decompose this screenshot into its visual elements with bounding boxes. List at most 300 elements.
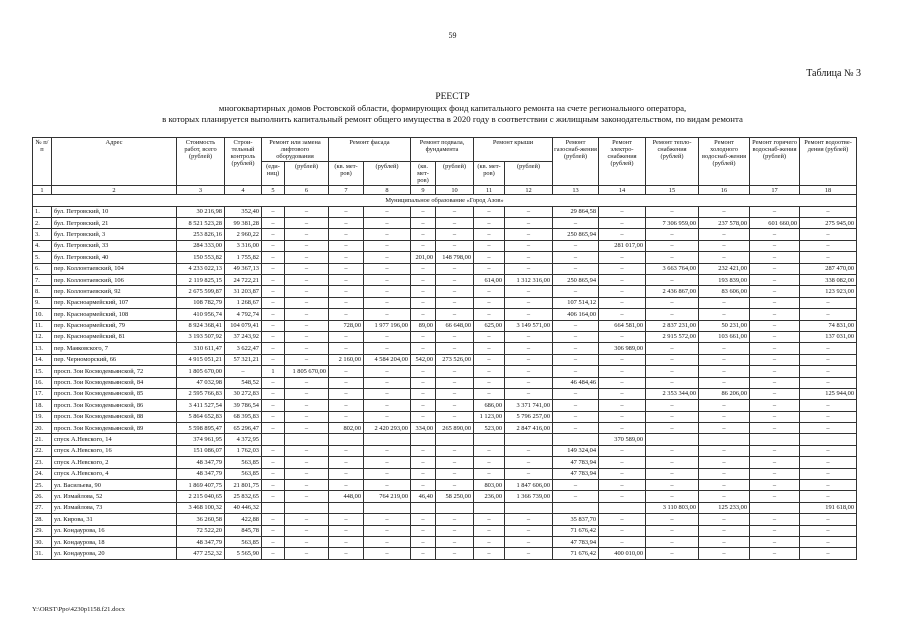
value-cell: 89,00 — [411, 320, 436, 331]
value-cell: – — [553, 331, 599, 342]
value-cell: – — [262, 525, 285, 536]
value-cell: 563,85 — [225, 457, 262, 468]
value-cell: – — [474, 514, 505, 525]
value-cell: – — [474, 229, 505, 240]
value-cell: – — [262, 286, 285, 297]
value-cell: – — [599, 229, 646, 240]
value-cell: – — [262, 229, 285, 240]
value-cell: – — [285, 423, 329, 434]
value-cell: 338 082,00 — [800, 275, 857, 286]
row-number: 27. — [33, 502, 52, 513]
header-cold-water: Ремонт холодного водоснаб-жения (рублей) — [699, 138, 750, 186]
value-cell: – — [699, 354, 750, 365]
registry-table — [32, 137, 857, 560]
value-cell: 4 792,74 — [225, 309, 262, 320]
value-cell: – — [800, 297, 857, 308]
table-row — [33, 514, 857, 525]
value-cell: 1 755,82 — [225, 252, 262, 263]
value-cell: 31 203,87 — [225, 286, 262, 297]
value-cell: 764 219,00 — [364, 491, 411, 502]
value-cell: – — [646, 275, 699, 286]
value-cell: – — [699, 491, 750, 502]
address-cell: бул. Петровский, 21 — [52, 218, 177, 229]
column-number: 1 — [33, 186, 52, 195]
value-cell: – — [699, 229, 750, 240]
header-heat: Ремонт тепло-снабжения (рублей) — [646, 138, 699, 186]
value-cell — [329, 434, 364, 445]
value-cell: – — [436, 548, 474, 559]
value-cell: – — [411, 445, 436, 456]
header-num: № п/п — [33, 138, 52, 186]
value-cell: – — [329, 218, 364, 229]
value-cell — [505, 502, 553, 513]
table-row — [33, 297, 857, 308]
table-row — [33, 229, 857, 240]
value-cell: 253 826,16 — [177, 229, 225, 240]
value-cell — [474, 502, 505, 513]
table-row — [33, 388, 857, 399]
header-control: Строи-тельный контроль (рублей) — [225, 138, 262, 186]
address-cell: пер. Красноармейский, 81 — [52, 331, 177, 342]
value-cell: – — [505, 229, 553, 240]
header-basement-sqm: (кв. мет-ров) — [411, 162, 436, 186]
row-number: 8. — [33, 286, 52, 297]
header-lift-units: (еди-ниц) — [262, 162, 285, 186]
value-cell: 237 578,00 — [699, 218, 750, 229]
value-cell: – — [285, 400, 329, 411]
value-cell: – — [262, 331, 285, 342]
value-cell: 71 676,42 — [553, 548, 599, 559]
value-cell: 108 782,79 — [177, 297, 225, 308]
value-cell — [262, 434, 285, 445]
value-cell: – — [285, 537, 329, 548]
value-cell: – — [329, 263, 364, 274]
value-cell — [699, 434, 750, 445]
value-cell: – — [646, 514, 699, 525]
value-cell: – — [750, 354, 800, 365]
address-cell: бул. Петровский, 3 — [52, 229, 177, 240]
value-cell: – — [599, 388, 646, 399]
row-number: 30. — [33, 537, 52, 548]
value-cell: – — [474, 206, 505, 217]
row-number: 29. — [33, 525, 52, 536]
value-cell: – — [285, 275, 329, 286]
value-cell: – — [599, 457, 646, 468]
value-cell: – — [411, 263, 436, 274]
value-cell: 30 216,98 — [177, 206, 225, 217]
value-cell: 151 086,07 — [177, 445, 225, 456]
value-cell: 2 119 825,15 — [177, 275, 225, 286]
value-cell: 8 521 523,28 — [177, 218, 225, 229]
value-cell: 24 722,21 — [225, 275, 262, 286]
value-cell: – — [411, 480, 436, 491]
value-cell: 47 783,94 — [553, 468, 599, 479]
value-cell: – — [329, 366, 364, 377]
value-cell — [364, 502, 411, 513]
address-cell: спуск А.Невского, 2 — [52, 457, 177, 468]
value-cell: – — [750, 240, 800, 251]
address-cell: пер. Красноармейский, 79 — [52, 320, 177, 331]
value-cell: – — [285, 377, 329, 388]
address-cell: пер. Коллонтаевский, 92 — [52, 286, 177, 297]
value-cell: – — [411, 411, 436, 422]
value-cell: – — [474, 343, 505, 354]
value-cell: 30 272,83 — [225, 388, 262, 399]
column-number: 16 — [699, 186, 750, 195]
column-number: 15 — [646, 186, 699, 195]
value-cell: – — [505, 331, 553, 342]
value-cell: – — [750, 445, 800, 456]
header-hot-water: Ремонт горячего водоснаб-жения (рублей) — [750, 138, 800, 186]
value-cell: – — [750, 537, 800, 548]
value-cell: – — [436, 457, 474, 468]
value-cell: – — [800, 445, 857, 456]
value-cell: – — [553, 218, 599, 229]
address-cell: просп. Зои Космодемьянской, 88 — [52, 411, 177, 422]
value-cell — [285, 434, 329, 445]
row-number: 18. — [33, 400, 52, 411]
value-cell: – — [474, 525, 505, 536]
value-cell: 3 193 507,92 — [177, 331, 225, 342]
value-cell: 802,00 — [329, 423, 364, 434]
value-cell: – — [699, 445, 750, 456]
value-cell — [436, 434, 474, 445]
value-cell: – — [750, 457, 800, 468]
value-cell: – — [646, 252, 699, 263]
column-number: 18 — [800, 186, 857, 195]
address-cell: пер. Красноармейский, 107 — [52, 297, 177, 308]
header-roof-sqm: (кв. мет-ров) — [474, 162, 505, 186]
value-cell: 83 606,00 — [699, 286, 750, 297]
value-cell: 2 837 231,00 — [646, 320, 699, 331]
value-cell: – — [699, 468, 750, 479]
value-cell: – — [553, 423, 599, 434]
value-cell: – — [474, 240, 505, 251]
value-cell: – — [505, 537, 553, 548]
value-cell: – — [285, 320, 329, 331]
value-cell: – — [505, 206, 553, 217]
value-cell: – — [699, 537, 750, 548]
value-cell: 47 783,94 — [553, 537, 599, 548]
value-cell: – — [750, 411, 800, 422]
value-cell: – — [505, 468, 553, 479]
value-cell: – — [411, 468, 436, 479]
value-cell: 49 367,13 — [225, 263, 262, 274]
value-cell: – — [474, 309, 505, 320]
value-cell: – — [699, 411, 750, 422]
column-number: 2 — [52, 186, 177, 195]
value-cell: 3 371 741,00 — [505, 400, 553, 411]
value-cell: – — [505, 457, 553, 468]
value-cell: 103 661,00 — [699, 331, 750, 342]
value-cell: 125 944,00 — [800, 388, 857, 399]
value-cell: 7 306 959,00 — [646, 218, 699, 229]
value-cell: – — [364, 229, 411, 240]
value-cell: – — [285, 491, 329, 502]
value-cell — [436, 502, 474, 513]
value-cell — [553, 434, 599, 445]
header-basement: Ремонт подвала, фундамента — [411, 138, 474, 162]
value-cell: – — [436, 445, 474, 456]
value-cell: 47 783,94 — [553, 457, 599, 468]
value-cell: – — [599, 218, 646, 229]
value-cell: – — [505, 445, 553, 456]
value-cell: 250 865,94 — [553, 229, 599, 240]
value-cell — [553, 502, 599, 513]
value-cell: – — [599, 525, 646, 536]
value-cell: – — [329, 229, 364, 240]
value-cell: 410 956,74 — [177, 309, 225, 320]
value-cell: – — [436, 218, 474, 229]
value-cell: 370 589,00 — [599, 434, 646, 445]
address-cell: ул. Кондаурова, 18 — [52, 537, 177, 548]
value-cell: – — [505, 252, 553, 263]
document-subtitle-line1: многоквартирных домов Ростовской области, формирующих фонд капитального ремонта на счете регионального оператора, — [218, 103, 687, 113]
value-cell — [411, 502, 436, 513]
value-cell: – — [285, 343, 329, 354]
value-cell: – — [750, 480, 800, 491]
value-cell: – — [800, 309, 857, 320]
value-cell: – — [646, 423, 699, 434]
value-cell: – — [646, 457, 699, 468]
value-cell: – — [699, 525, 750, 536]
value-cell: – — [411, 229, 436, 240]
value-cell: 123 923,00 — [800, 286, 857, 297]
value-cell: 281 017,00 — [599, 240, 646, 251]
registry-body — [33, 186, 857, 560]
value-cell: – — [553, 366, 599, 377]
value-cell: – — [553, 240, 599, 251]
value-cell: 148 798,00 — [436, 252, 474, 263]
value-cell: – — [553, 320, 599, 331]
column-number: 17 — [750, 186, 800, 195]
value-cell: – — [474, 263, 505, 274]
table-row — [33, 411, 857, 422]
value-cell: – — [750, 548, 800, 559]
table-row — [33, 343, 857, 354]
value-cell: – — [474, 457, 505, 468]
value-cell: – — [436, 377, 474, 388]
value-cell: 1 366 739,00 — [505, 491, 553, 502]
value-cell: – — [699, 240, 750, 251]
value-cell: 1 869 407,75 — [177, 480, 225, 491]
value-cell: – — [364, 343, 411, 354]
row-number: 20. — [33, 423, 52, 434]
value-cell: – — [329, 548, 364, 559]
value-cell: – — [646, 548, 699, 559]
table-row — [33, 480, 857, 491]
value-cell: 477 252,32 — [177, 548, 225, 559]
value-cell: – — [411, 331, 436, 342]
row-number: 13. — [33, 343, 52, 354]
value-cell: – — [285, 411, 329, 422]
value-cell — [750, 434, 800, 445]
value-cell: – — [436, 331, 474, 342]
address-cell: ул. Кирова, 31 — [52, 514, 177, 525]
value-cell: – — [329, 537, 364, 548]
value-cell: – — [262, 388, 285, 399]
value-cell: – — [800, 525, 857, 536]
value-cell: – — [800, 480, 857, 491]
value-cell: – — [599, 400, 646, 411]
header-cost: Стоимость работ, всего (рублей) — [177, 138, 225, 186]
value-cell: – — [364, 411, 411, 422]
row-number: 10. — [33, 309, 52, 320]
row-number: 28. — [33, 514, 52, 525]
value-cell: – — [699, 343, 750, 354]
address-cell: спуск А.Невского, 16 — [52, 445, 177, 456]
address-cell: ул. Васильева, 90 — [52, 480, 177, 491]
value-cell: – — [599, 252, 646, 263]
value-cell: 563,85 — [225, 468, 262, 479]
value-cell: – — [646, 525, 699, 536]
page-number: 59 — [448, 31, 457, 40]
value-cell: – — [505, 388, 553, 399]
value-cell: – — [436, 263, 474, 274]
value-cell: – — [411, 537, 436, 548]
value-cell: – — [262, 377, 285, 388]
value-cell: 5 796 257,00 — [505, 411, 553, 422]
value-cell: – — [750, 263, 800, 274]
value-cell: 65 296,47 — [225, 423, 262, 434]
value-cell: – — [800, 252, 857, 263]
table-row — [33, 423, 857, 434]
value-cell: – — [699, 297, 750, 308]
value-cell: – — [750, 377, 800, 388]
value-cell: 406 164,00 — [553, 309, 599, 320]
value-cell: 1 312 316,00 — [505, 275, 553, 286]
value-cell: – — [750, 275, 800, 286]
value-cell: 86 206,00 — [699, 388, 750, 399]
value-cell: 3 468 100,32 — [177, 502, 225, 513]
header-gas: Ремонт газоснаб-жения (рублей) — [553, 138, 599, 186]
value-cell: – — [329, 377, 364, 388]
value-cell: – — [262, 537, 285, 548]
table-row — [33, 491, 857, 502]
value-cell: – — [436, 297, 474, 308]
column-number: 14 — [599, 186, 646, 195]
header-electric: Ремонт электро-снабжения (рублей) — [599, 138, 646, 186]
value-cell: – — [750, 286, 800, 297]
value-cell: – — [646, 229, 699, 240]
value-cell: – — [800, 491, 857, 502]
value-cell: – — [553, 411, 599, 422]
value-cell: – — [364, 388, 411, 399]
column-number: 11 — [474, 186, 505, 195]
table-row — [33, 240, 857, 251]
value-cell: – — [505, 366, 553, 377]
value-cell: – — [699, 423, 750, 434]
value-cell: – — [800, 537, 857, 548]
column-number: 8 — [364, 186, 411, 195]
value-cell: – — [750, 468, 800, 479]
row-number: 17. — [33, 388, 52, 399]
value-cell: – — [411, 457, 436, 468]
value-cell: – — [699, 252, 750, 263]
value-cell: – — [285, 514, 329, 525]
value-cell: – — [646, 411, 699, 422]
value-cell: 352,40 — [225, 206, 262, 217]
value-cell: 2 160,00 — [329, 354, 364, 365]
header-row-1 — [33, 138, 857, 162]
value-cell: – — [262, 320, 285, 331]
value-cell: 1 762,03 — [225, 445, 262, 456]
row-number: 5. — [33, 252, 52, 263]
value-cell: – — [599, 263, 646, 274]
table-row — [33, 354, 857, 365]
value-cell: 74 831,00 — [800, 320, 857, 331]
value-cell: – — [262, 400, 285, 411]
row-number: 3. — [33, 229, 52, 240]
value-cell: – — [750, 297, 800, 308]
value-cell: 4 233 022,13 — [177, 263, 225, 274]
value-cell: – — [364, 514, 411, 525]
value-cell: 614,00 — [474, 275, 505, 286]
value-cell: – — [800, 240, 857, 251]
value-cell: 3 316,00 — [225, 240, 262, 251]
row-number: 23. — [33, 457, 52, 468]
value-cell: – — [750, 423, 800, 434]
address-cell: ул. Кондаурова, 16 — [52, 525, 177, 536]
value-cell: 4 584 204,00 — [364, 354, 411, 365]
value-cell: – — [285, 331, 329, 342]
value-cell: – — [750, 320, 800, 331]
address-cell: ул. Измайлова, 73 — [52, 502, 177, 513]
value-cell: – — [436, 537, 474, 548]
row-number: 22. — [33, 445, 52, 456]
value-cell: 334,00 — [411, 423, 436, 434]
address-cell: просп. Зои Космодемьянской, 84 — [52, 377, 177, 388]
value-cell: – — [553, 343, 599, 354]
table-row — [33, 468, 857, 479]
table-row — [33, 252, 857, 263]
value-cell: 29 864,58 — [553, 206, 599, 217]
value-cell: 400 010,00 — [599, 548, 646, 559]
value-cell: 265 890,00 — [436, 423, 474, 434]
value-cell: – — [436, 309, 474, 320]
value-cell: – — [329, 252, 364, 263]
value-cell: – — [329, 309, 364, 320]
value-cell: – — [329, 514, 364, 525]
value-cell: – — [285, 480, 329, 491]
value-cell: – — [750, 400, 800, 411]
value-cell: 193 839,00 — [699, 275, 750, 286]
value-cell: 5 864 652,83 — [177, 411, 225, 422]
value-cell: – — [599, 354, 646, 365]
value-cell: – — [329, 297, 364, 308]
value-cell: – — [553, 354, 599, 365]
value-cell: – — [599, 309, 646, 320]
row-number: 19. — [33, 411, 52, 422]
address-cell: бул. Петровский, 40 — [52, 252, 177, 263]
address-cell: ул. Измайлова, 52 — [52, 491, 177, 502]
column-number: 9 — [411, 186, 436, 195]
value-cell: – — [699, 480, 750, 491]
value-cell: – — [599, 411, 646, 422]
value-cell: 39 786,54 — [225, 400, 262, 411]
value-cell: – — [474, 331, 505, 342]
value-cell: – — [599, 480, 646, 491]
value-cell: – — [646, 400, 699, 411]
value-cell: – — [411, 525, 436, 536]
value-cell: – — [800, 229, 857, 240]
table-row — [33, 309, 857, 320]
value-cell: – — [364, 297, 411, 308]
address-cell: пер. Маяковского, 7 — [52, 343, 177, 354]
value-cell: – — [474, 468, 505, 479]
value-cell: – — [474, 218, 505, 229]
value-cell: 306 989,00 — [599, 343, 646, 354]
